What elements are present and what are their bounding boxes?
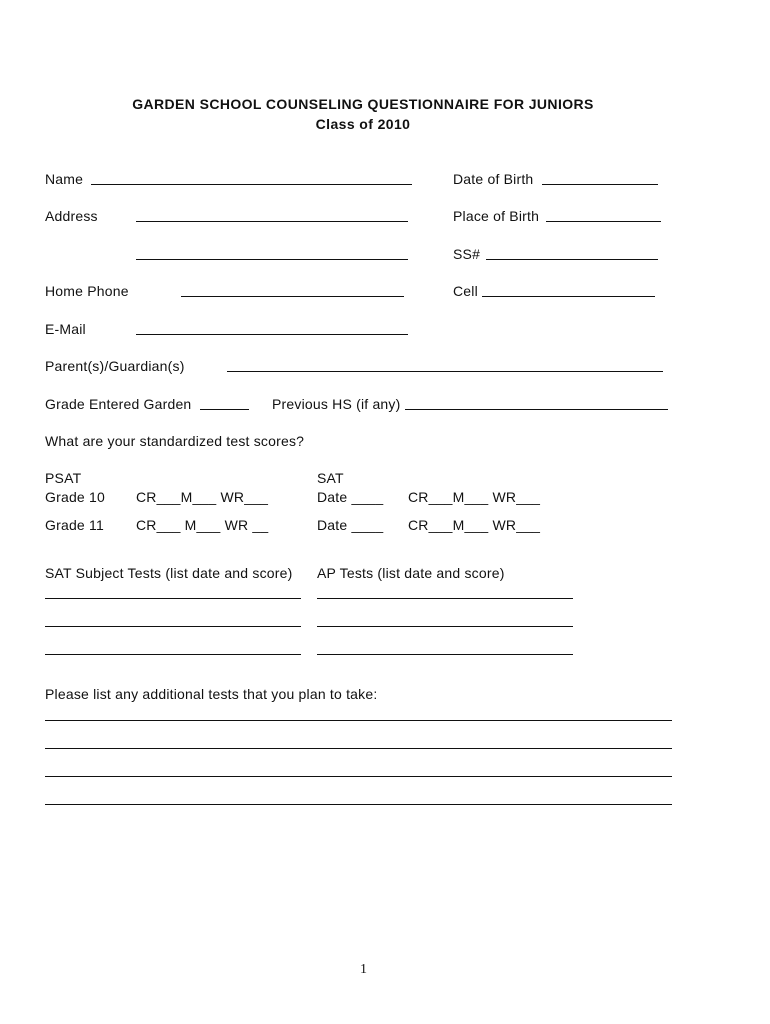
- sat-header: SAT: [317, 470, 344, 486]
- dob-field[interactable]: [542, 184, 658, 185]
- grade-entered-field[interactable]: [200, 409, 249, 410]
- additional-tests-line-4[interactable]: [45, 804, 672, 805]
- sat-subject-line-3[interactable]: [45, 654, 301, 655]
- ss-field[interactable]: [486, 259, 658, 260]
- page-number: 1: [360, 962, 367, 977]
- parents-label: Parent(s)/Guardian(s): [45, 358, 185, 374]
- sat-subject-label: SAT Subject Tests (list date and score): [45, 565, 293, 581]
- grade10-label: Grade 10: [45, 489, 105, 505]
- parents-field[interactable]: [227, 371, 663, 372]
- cell-field[interactable]: [482, 296, 655, 297]
- cell-label: Cell: [453, 283, 478, 299]
- email-field[interactable]: [136, 334, 408, 335]
- additional-tests-line-1[interactable]: [45, 720, 672, 721]
- email-label: E-Mail: [45, 321, 86, 337]
- home-phone-field[interactable]: [181, 296, 404, 297]
- additional-tests-line-3[interactable]: [45, 776, 672, 777]
- pob-field[interactable]: [546, 221, 661, 222]
- sat-date-2[interactable]: Date ____: [317, 517, 384, 533]
- ap-tests-label: AP Tests (list date and score): [317, 565, 505, 581]
- grade11-label: Grade 11: [45, 517, 104, 533]
- home-phone-label: Home Phone: [45, 283, 129, 299]
- address-field-line1[interactable]: [136, 221, 408, 222]
- psat-grade11-fields[interactable]: CR___ M___ WR __: [136, 517, 269, 533]
- additional-tests-line-2[interactable]: [45, 748, 672, 749]
- address-label: Address: [45, 208, 98, 224]
- dob-label: Date of Birth: [453, 171, 534, 187]
- previous-hs-label: Previous HS (if any): [272, 396, 401, 412]
- sat-fields-1[interactable]: CR___M___ WR___: [408, 489, 541, 505]
- pob-label: Place of Birth: [453, 208, 540, 224]
- additional-tests-label: Please list any additional tests that you plan to take:: [45, 686, 378, 702]
- ap-line-2[interactable]: [317, 626, 573, 627]
- name-label: Name: [45, 171, 84, 187]
- ap-line-3[interactable]: [317, 654, 573, 655]
- sat-date-1[interactable]: Date ____: [317, 489, 384, 505]
- sat-subject-line-2[interactable]: [45, 626, 301, 627]
- ss-label: SS#: [453, 246, 481, 262]
- grade-entered-label: Grade Entered Garden: [45, 396, 192, 412]
- sat-subject-line-1[interactable]: [45, 598, 301, 599]
- scores-question: What are your standardized test scores?: [45, 433, 305, 449]
- sat-fields-2[interactable]: CR___M___ WR___: [408, 517, 541, 533]
- previous-hs-field[interactable]: [405, 409, 668, 410]
- psat-grade10-fields[interactable]: CR___M___ WR___: [136, 489, 269, 505]
- name-field[interactable]: [91, 184, 412, 185]
- form-subtitle: Class of 2010: [315, 116, 411, 132]
- ap-line-1[interactable]: [317, 598, 573, 599]
- psat-header: PSAT: [45, 470, 82, 486]
- form-title: GARDEN SCHOOL COUNSELING QUESTIONNAIRE FOR JUNIORS: [132, 96, 594, 112]
- address-field-line2[interactable]: [136, 259, 408, 260]
